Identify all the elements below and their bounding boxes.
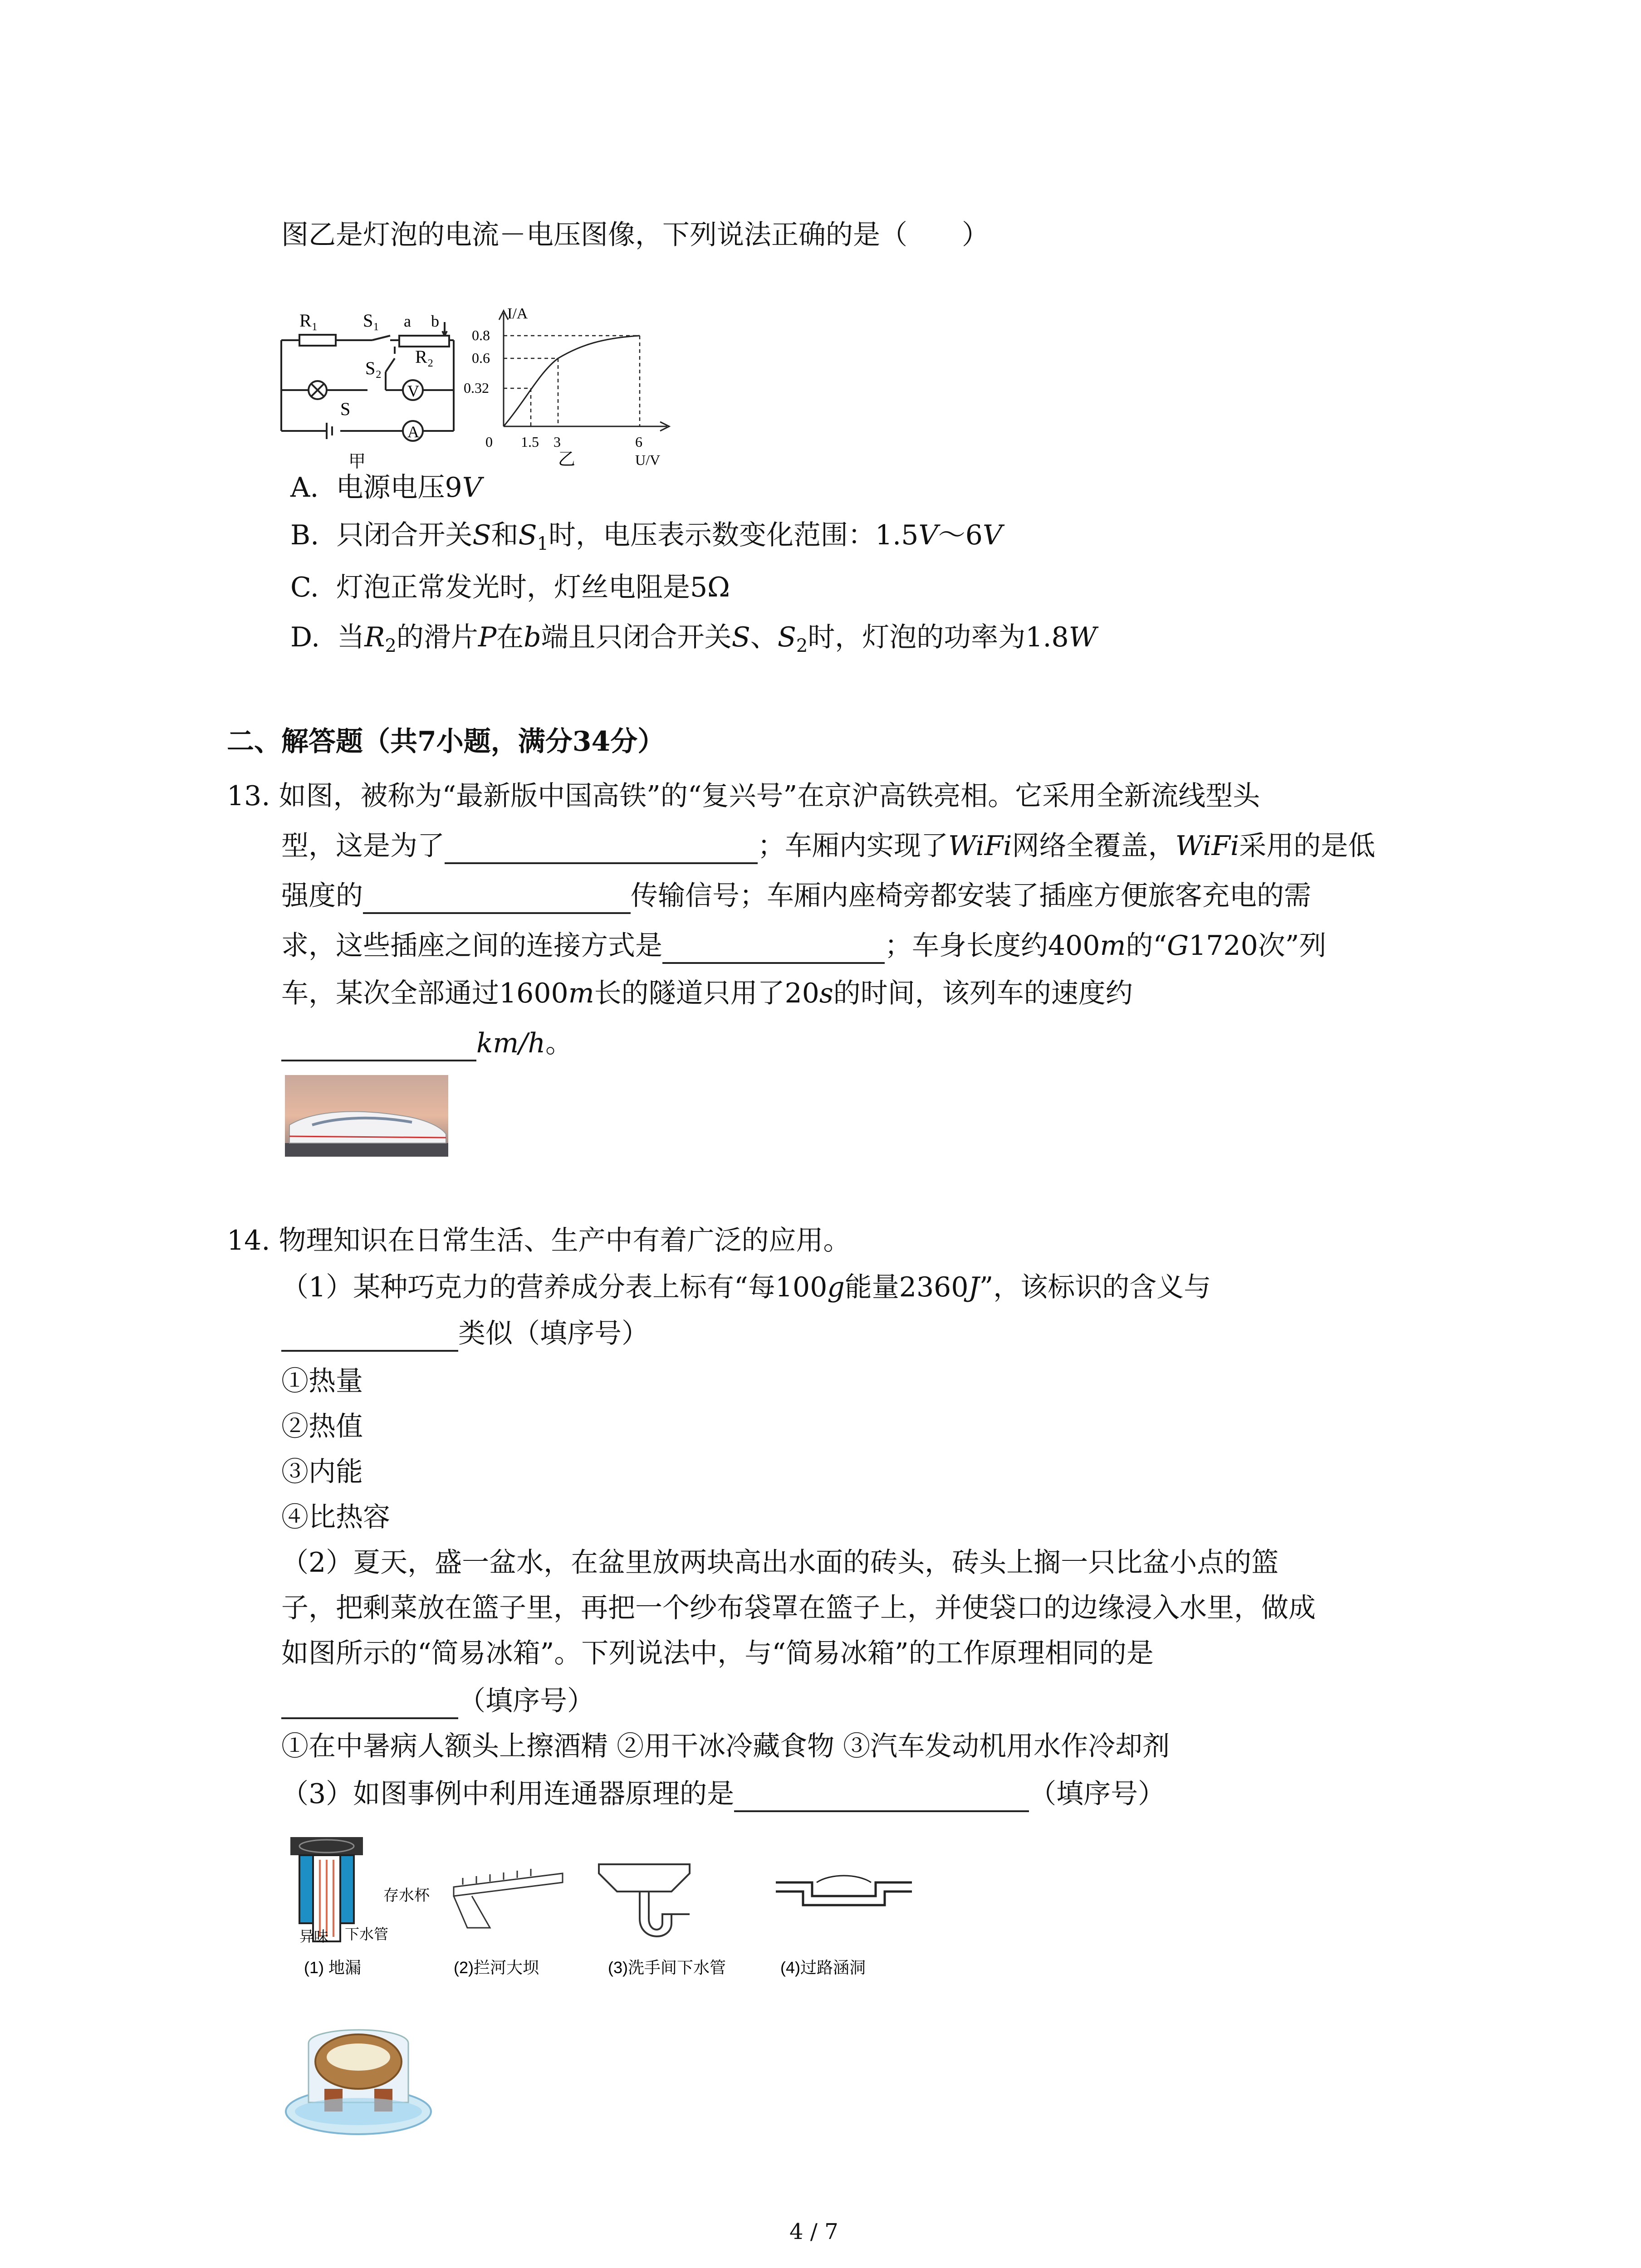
q12-stem: 图乙是灯泡的电流－电压图像，下列说法正确的是（ ） [281,219,989,251]
y-axis-label: I/A [507,305,528,322]
q14-part2-l2: 子，把剩菜放在篮子里，再把一个纱布袋罩在篮子上，并使袋口的边缘浸入水里，做成 [281,1592,1316,1624]
caption-jia: 甲 [348,452,366,471]
page-number: 4 / 7 [789,2219,838,2244]
label-s1: S₁ [363,310,380,331]
answer-blank-5[interactable] [281,1322,458,1352]
label-odor: 异味 [299,1928,329,1945]
q13-line2: 型，这是为了 ；车厢内实现了WiFi网络全覆盖，WiFi采用的是低 [281,828,1375,864]
q12-option-d: D. 当$R_2$的滑片P在b端且只闭合开关S、$S_2$时，灯泡的功率为1.8W [290,621,1097,656]
simple-refrigerator-image [281,2007,436,2143]
xtick-6: 6 [635,434,642,450]
caption-floor-drain: (1) 地漏 [304,1958,362,1977]
q14-part2-l3: 如图所示的“简易冰箱”。下列说法中，与“简易冰箱”的工作原理相同的是 [281,1637,1154,1669]
voltmeter-label: V [407,382,419,400]
q14-part1-blank-line: 类似（填序号） [281,1315,649,1352]
q13-line3: 强度的 传输信号；车厢内座椅旁都安装了插座方便旅客充电的需 [281,878,1311,914]
q13-line4: 求，这些插座之间的连接方式是 ；车身长度约400m的“G1720次”列 [281,928,1326,964]
section-heading: 二、解答题（共7小题，满分34分） [227,726,665,758]
dam-figure [454,1869,563,1928]
ytick-0.6: 0.6 [472,350,490,366]
label-r2: R₂ [415,347,434,367]
choice-3: ③内能 [281,1456,363,1488]
x-axis-label: U/V [635,452,661,468]
xtick-3: 3 [554,434,561,450]
answer-blank-2[interactable] [363,884,631,914]
xtick-0: 0 [485,434,493,450]
q13-line5: 车，某次全部通过1600m长的隧道只用了20s的时间，该列车的速度约 [281,978,1133,1009]
culvert-figure [776,1876,912,1905]
q14-part3: （3）如图事例中利用连通器原理的是 （填序号） [281,1776,1165,1812]
high-speed-train-image [285,1075,448,1157]
choice-2: ②热值 [281,1411,363,1442]
xtick-1.5: 1.5 [521,434,539,450]
sink-drain-figure [599,1864,690,1936]
label-b: b [431,312,439,330]
choice-4: ④比热容 [281,1501,390,1533]
answer-blank-1[interactable] [445,834,758,864]
ytick-0.32: 0.32 [464,380,489,396]
choice-1: ①热量 [281,1365,363,1397]
q14-part1: （1）某种巧克力的营养成分表上标有“每100g能量2360J”，该标识的含义与 [281,1271,1211,1303]
label-water-cup: 存水杯 [383,1887,430,1904]
q12-option-a: A. 电源电压9V [290,472,482,503]
q12-option-c: C. 灯泡正常发光时，灯丝电阻是5Ω [290,572,730,603]
answer-blank-4[interactable] [281,1031,476,1061]
q13-line6: km/h。 [281,1025,573,1061]
ytick-0.8: 0.8 [472,327,490,343]
iv-graph [454,299,681,472]
q14-part2-options: ①在中暑病人额头上擦酒精 ②用干冰冷藏食物 ③汽车发动机用水作冷却剂 [281,1730,1170,1762]
caption-dam: (2)拦河大坝 [454,1958,539,1977]
q14-part2-l1: （2）夏天，盛一盆水，在盆里放两块高出水面的砖头，砖头上搁一只比盆小点的篮 [281,1547,1279,1579]
caption-sink-drain: (3)洗手间下水管 [608,1958,726,1977]
q13-line1: 13. 如图，被称为“最新版中国高铁”的“复兴号”在京沪高铁亮相。它采用全新流线型头 [227,780,1260,812]
answer-blank-3[interactable] [662,934,885,964]
q12-option-b: B. 只闭合开关S和$S_1$时，电压表示数变化范围：1.5V～6V [290,519,1003,554]
ammeter-label: A [407,423,419,441]
caption-yi: 乙 [558,450,576,469]
q14-line1: 14. 物理知识在日常生活、生产中有着广泛的应用。 [227,1225,851,1256]
circuit-diagram [272,299,463,472]
connected-vessel-figures [281,1828,935,2009]
label-r1: R₁ [299,310,318,331]
label-s: S [340,399,351,419]
caption-culvert: (4)过路涵洞 [780,1958,866,1977]
answer-blank-7[interactable] [734,1782,1029,1812]
label-a: a [404,312,411,330]
label-s2: S₂ [365,358,382,378]
answer-blank-6[interactable] [281,1689,458,1719]
q14-part2-blank-line: （填序号） [281,1683,594,1719]
label-drain-pipe: 下水管 [345,1926,389,1942]
